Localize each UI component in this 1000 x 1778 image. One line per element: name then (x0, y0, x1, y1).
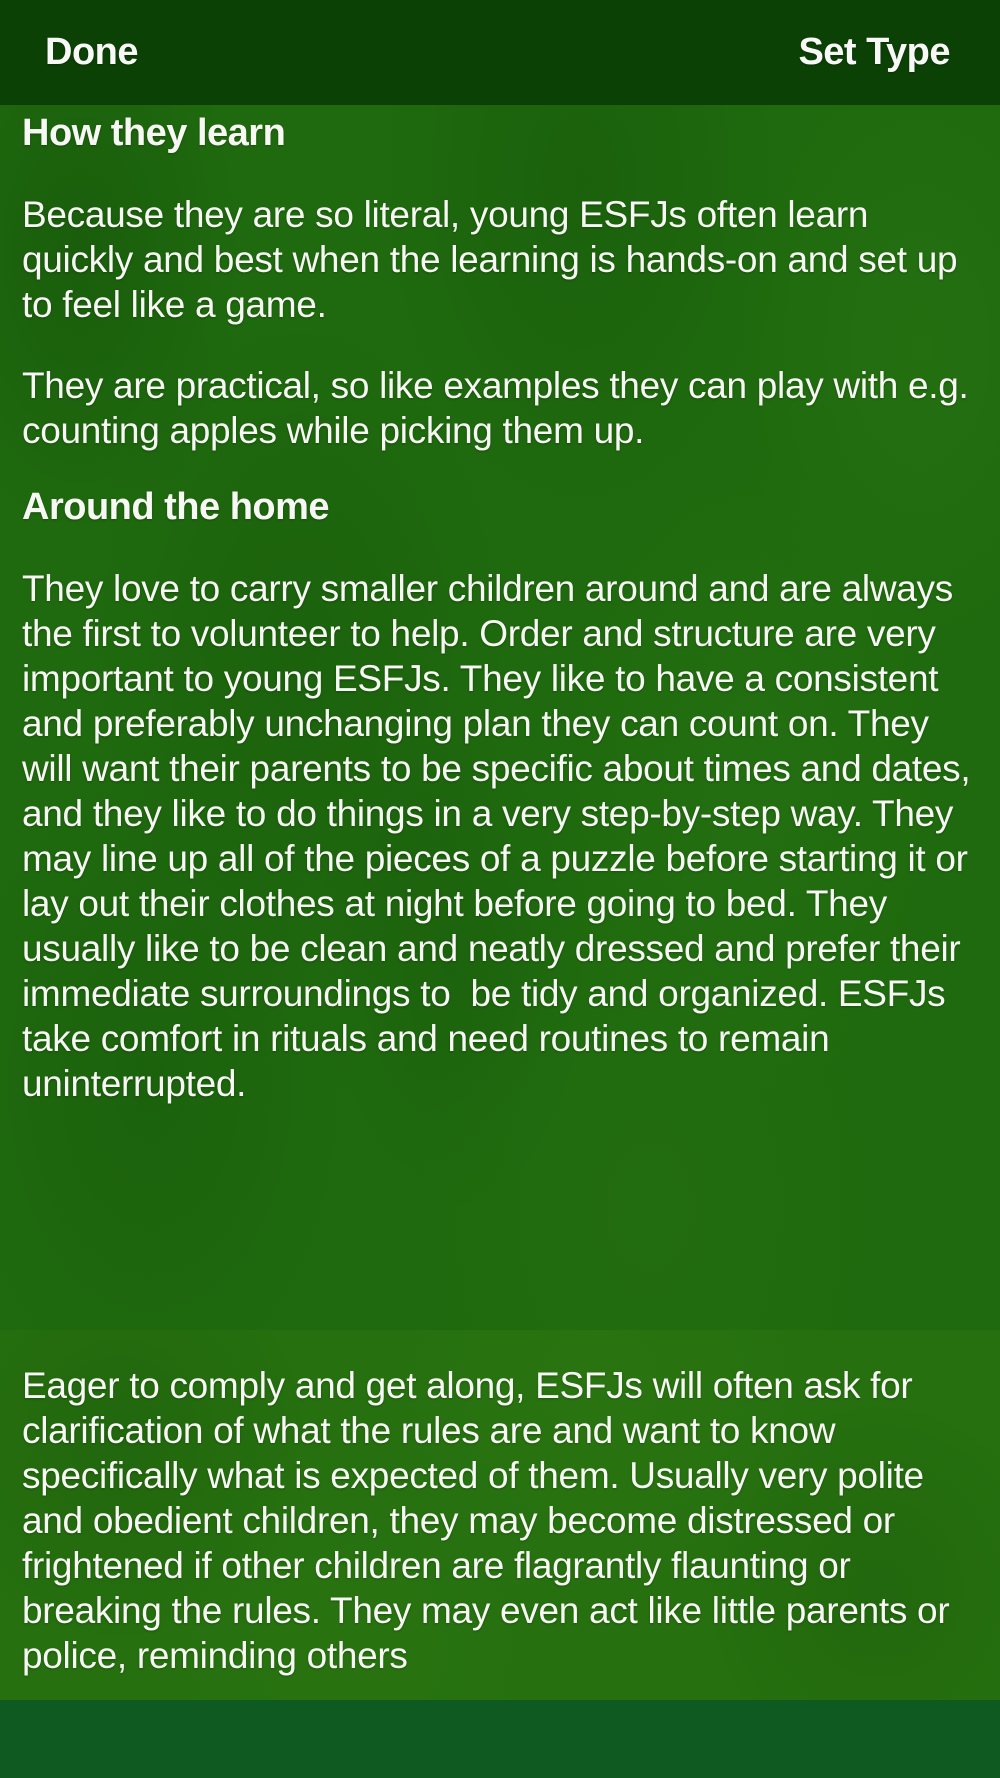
paragraph-rules-1: Eager to comply and get along, ESFJs will often ask for clarification of what the rules are and want to know specifically what is expected of them. Usually very polite and obedient children, they may become distressed or frightened if other children are flagrantly flaunting or breaking the rules. They may even act like little parents or police, reminding others (22, 1365, 960, 1676)
article-scroll-view[interactable] (0, 105, 1000, 1700)
article-section-upper (0, 105, 1000, 1330)
section-heading-how-they-learn: How they learn (22, 112, 286, 154)
paragraph-learning-2: They are practical, so like examples they can play with e.g. counting apples while picking them up. (22, 365, 979, 451)
paragraph-learning-1: Because they are so literal, young ESFJs often learn quickly and best when the learning is hands-on and set up to feel like a game. (22, 194, 968, 325)
article-section-lower (0, 1330, 1000, 1700)
navigation-bar (0, 0, 1000, 105)
bottom-bar (0, 1700, 1000, 1778)
set-type-button[interactable]: Set Type (798, 31, 950, 73)
paragraph-home-1: They love to carry smaller children around and are always the first to volunteer to help. Order and structure are very important to young ESFJs. They like to have a consistent and preferably unchanging plan they can count on. They will want their parents to be specific about times and dates, and they like to do things in a very step-by-step way. They may line up all of the pieces of a puzzle before starting it or lay out their clothes at night before going to bed. They usually like to be clean and neatly dressed and prefer their immediate surroundings to be tidy and organized. ESFJs take comfort in rituals and need routines to remain uninterrupted. (22, 568, 981, 1104)
section-heading-around-the-home: Around the home (22, 486, 330, 528)
done-button[interactable]: Done (45, 31, 138, 73)
